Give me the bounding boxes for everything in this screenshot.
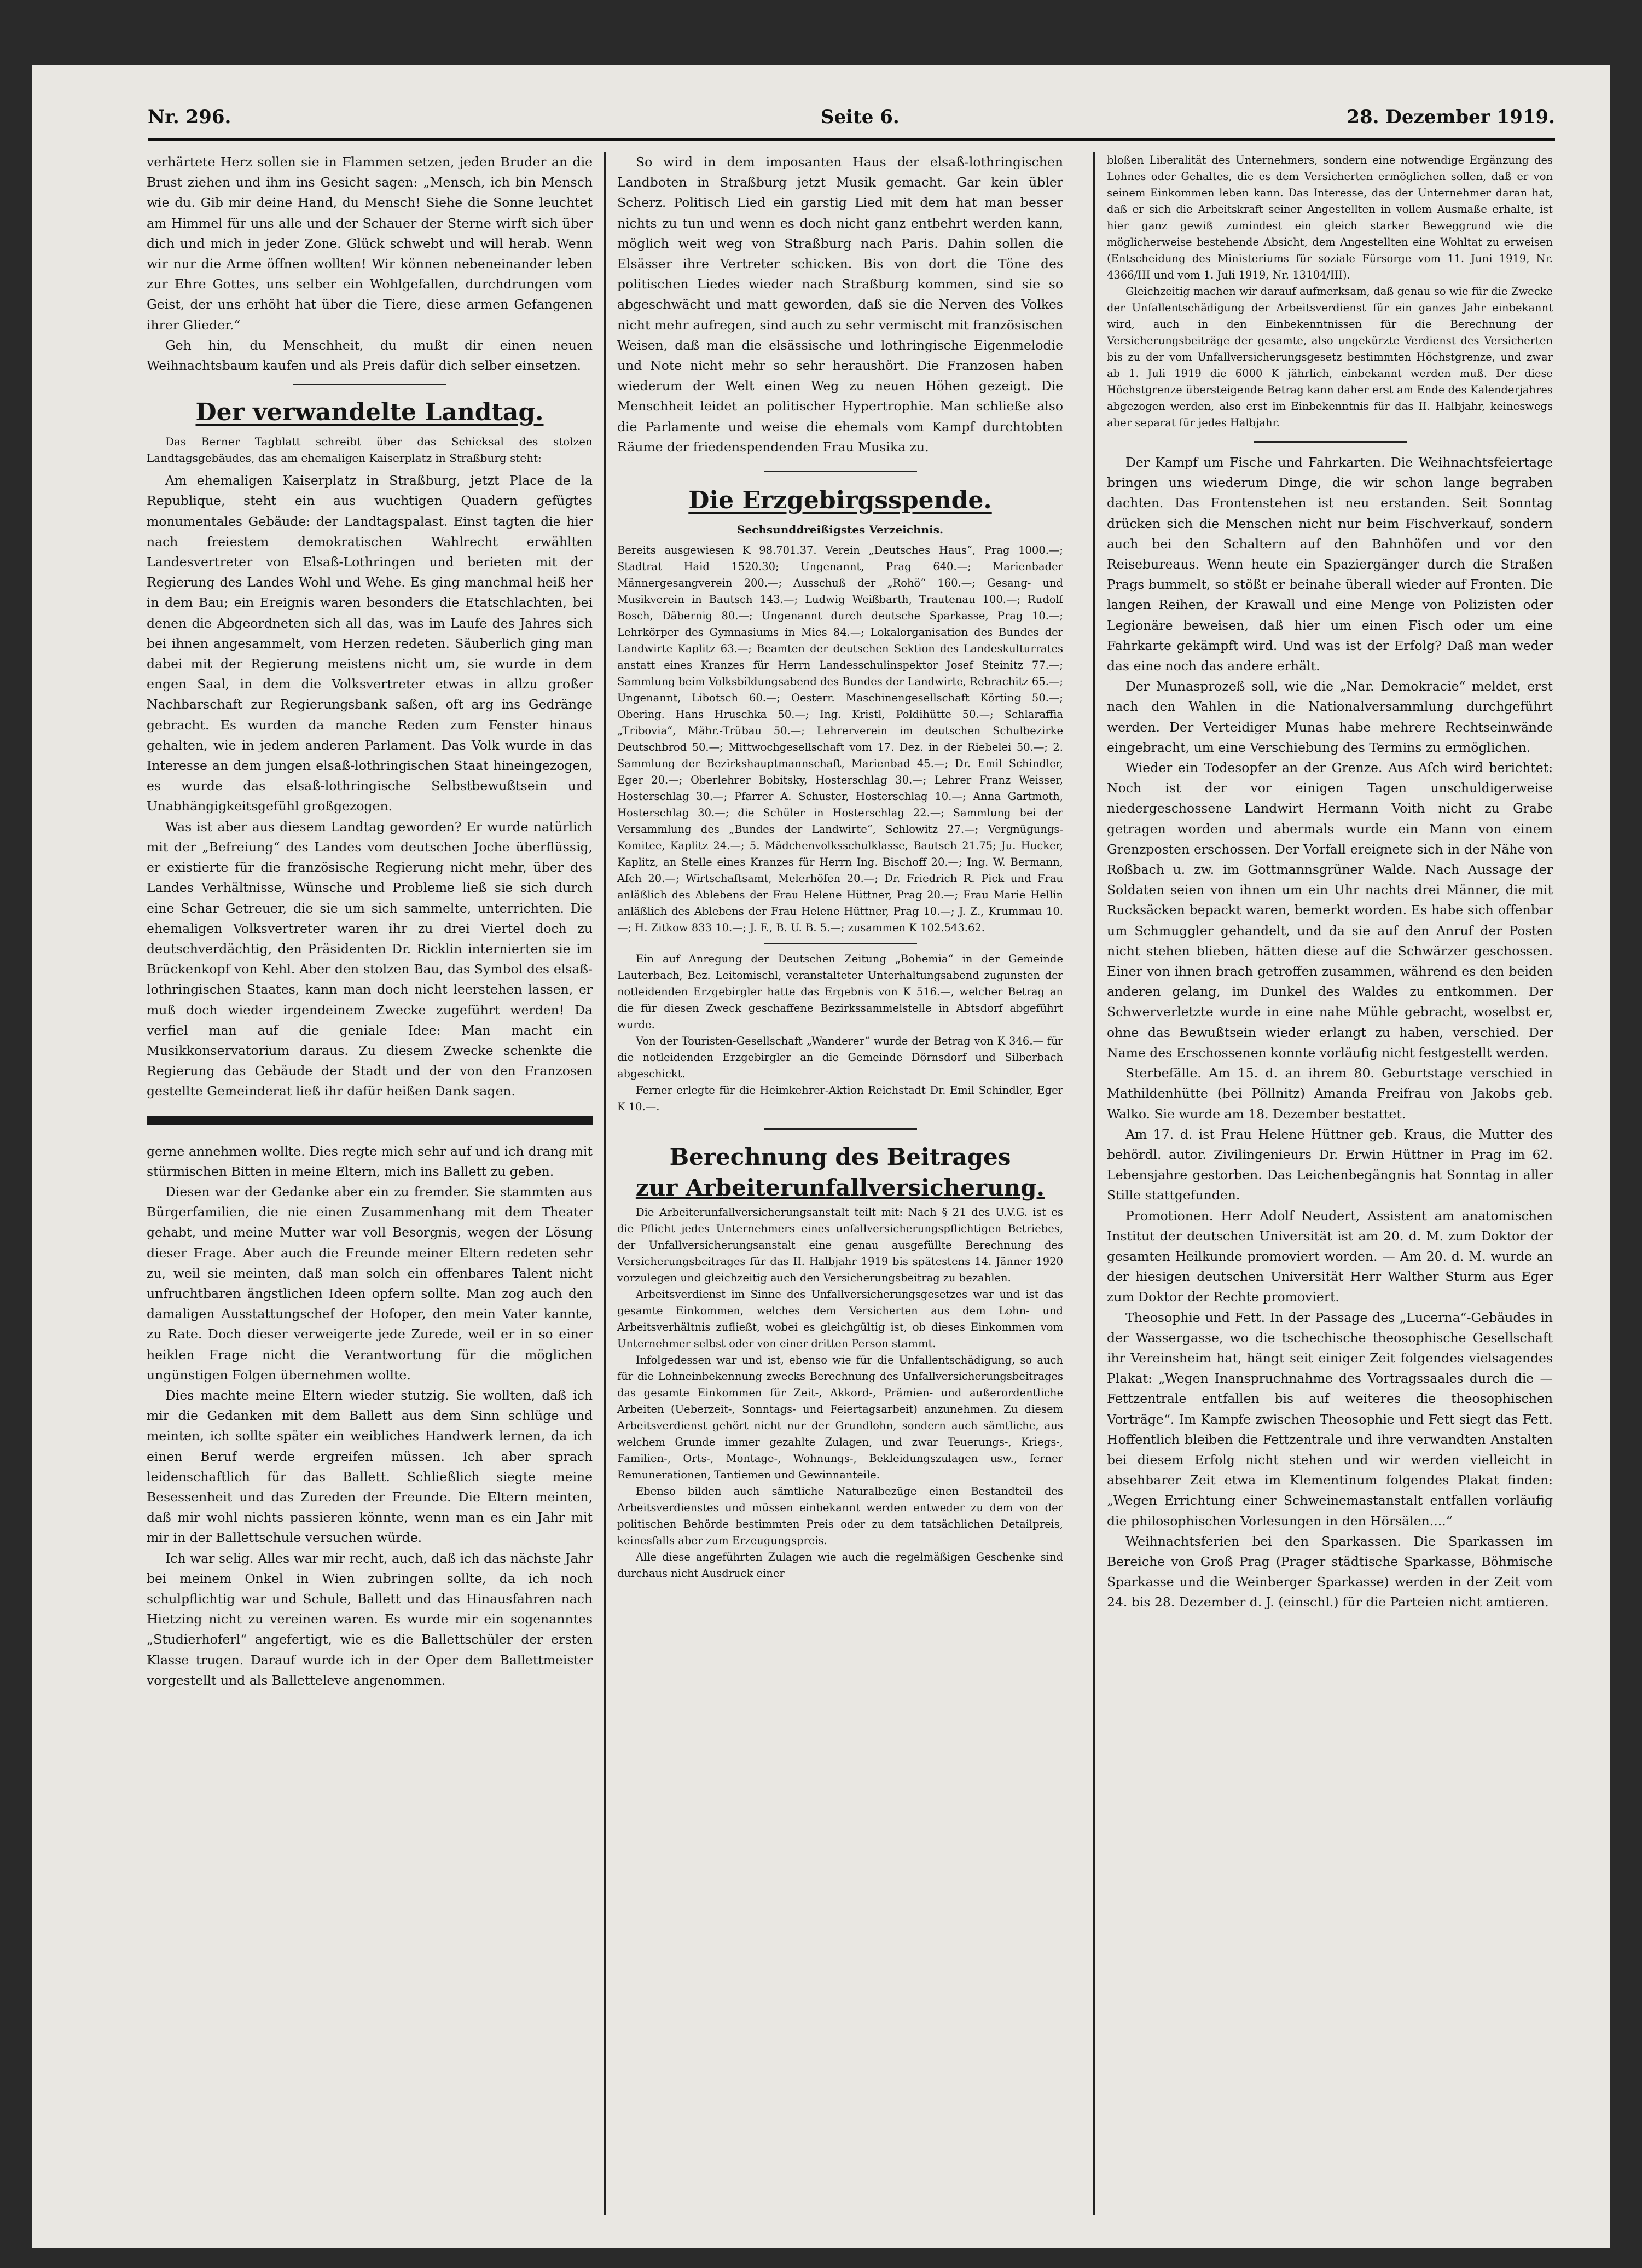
donation-list: Bereits ausgewiesen K 98.701.37. Verein „Deutsches Haus“, Prag 1000.—; Stadtrat Haid 1520.30; Ungenannt, Prag 640.—; Marienbader Männergesangverein 200.—; Ausschuß der „Rohö“ 160.—; Gesang- und Musikverein in Bautsch 143.—; Ludwig Weißbarth, Trautenau 100.—; Rudolf Bosch, Däbernig 80.—; Ungenannt durch deutsche Sparkasse, Prag 10.—; Lehrkörper des Gymnasiums in Mies 84.—; Lokalorganisation des Bundes der Landwirte Kaplitz 63.—; Beamten der deutschen Sektion des Landeskulturrates anstatt eines Kranzes für Herrn Landesschulinspektor Josef Steinitz 77.—; Sammlung beim Volksbildungsabend des Bundes der Landwirte, Rebrachitz 65.—; Ungenannt, Libotsch 60.—; Oesterr. Maschinengesellschaft Körting 50.—; Obering. Hans Hruschka 50.—; Ing. Kristl, Poldihütte 50.—; Schlaraffia „Tribovia“, Mähr.-Trübau 50.—; Lehrerverein im deutschen Schulbezirke Deutschbrod 50.—; Mittwochgesellschaft vom 17. Dez. in der Riebelei 50.—; 2. Sammlung der Bezirkshauptmannschaft, Marienbad 45.—; Dr. Emil Schindler, Eger 20.—; Oberlehrer Bobitsky, Hosterschlag 30.—; Lehrer Franz Weisser, Hosterschlag 30.—; Pfarrer A. Schuster, Hosterschlag 10.—; Anna Gartmoth, Hosterschlag 30.—; die Schüler in Hosterschlag 22.—; Sammlung bei der Versammlung des „Bundes der Landwirte“, Schlowitz 27.—; Vergnügungs-Komitee, Kaplitz 24.—; 5. Mädchenvolksschulklasse, Bautsch 21.75; Ju. Hucker, Kaplitz, an Stelle eines Kranzes für Herrn Ing. Bischoff 20.—; Ing. W. Bermann, Aſch 20.—; Wirtschaftsamt, Melerhöfen 20.—; Dr. Friedrich R. Pick und Frau anläßlich des Ablebens der Frau Helene Hüttner, Prag 20.—; Frau Marie Hellin anläßlich des Ablebens der Frau Helene Hüttner, Prag 10.—; J. Z., Krummau 10.—; H. Zitkow 833 10.—; J. F., B. U. B. 5.—; zusammen K 102.543.62.: [617, 544, 1063, 935]
newspaper-page: [32, 65, 1610, 2248]
article-subheadline: Sechsunddreißigstes Verzeichnis.: [737, 523, 943, 537]
news-item: Weihnachtsferien bei den Sparkassen. Die Sparkassen im Bereiche von Groß Prag (Prager städtische Sparkasse, Böhmische Sparkasse und die Weinberger Sparkasse) werden in der Zeit vom 24. bis 28. Dezember d. J. (einschl.) für die Parteien nicht amtieren.: [1107, 1533, 1553, 1610]
news-item: Der Kampf um Fische und Fahrkarten. Die Weihnachtsfeiertage bringen uns wiederum Dinge, die wir schon lange begraben dachten. Das Frontenstehen ist neu erstanden. Seit Sonntag drücken sich die Menschen nicht nur beim Fischverkauf, sondern auch bei den Schaltern auf den Bahnhöfen und vor den Reisebureaus. Wenn heute ein Spaziergänger durch die Straßen Prags bummelt, so stößt er beinahe überall wieder auf Fronten. Die langen Reihen, der Krawall und eine Menge von Polizisten oder Legionäre beweisen, daß hier um einen Fisch oder um eine Fahrkarte gekämpft wird. Und was ist der Erfolg? Daß man weder das eine noch das andere erhält.: [1107, 455, 1553, 674]
article-text: Die Arbeiterunfallversicherungsanstalt teilt mit: Nach § 21 des U.V.G. ist es die Pflicht jedes Unternehmers eines unfallversicherungspflichtigen Betriebes, der Unfallversicherungsanstalt eine genau ausgefüllte Berechnung des Versicherungsbeitrages für das II. Halbjahr 1919 bis spätestens 14. Jänner 1920 vorzulegen und gleichzeitig auch den Versicherungsbeitrag zu bezahlen.: [617, 1206, 1063, 1285]
header-rule: [148, 138, 1555, 141]
issue-number: Nr. 296.: [148, 106, 231, 128]
article-text: Von der Touristen-Gesellschaft „Wanderer“ wurde der Betrag von K 346.— für die notleidenden Erzgebirgler an die Gemeinde Dörnsdorf und Silberbach abgeschickt.: [617, 1035, 1063, 1081]
news-item: Theosophie und Fett. In der Passage des „Lucerna“-Gebäudes in der Wassergasse, wo die tschechische theosophische Gesellschaft ihr Vereinsheim hat, hängt seit einiger Zeit folgendes vielsagendes Plakat: „Wegen Inanspruchnahme des Vortragssaales durch die — Fettzentrale entfallen bis auf weiteres die theosophischen Vorträge“. Im Kampfe zwischen Theosophie und Fett siegt das Fett. Hoffentlich bleiben die Fettzentrale und ihre verwandten Anstalten bei diesem Erfolg nicht stehen und wir werden vielleicht in absehbarer Zeit etwa im Klementinum folgendes Plakat finden: „Wegen Errichtung einer Schweinemastanstalt entfallen vorläufig die philosophischen Vorlesungen in den Hörsälen....“: [1107, 1309, 1553, 1529]
article-text: verhärtete Herz sollen sie in Flammen setzen, jeden Bruder an die Brust ziehen und ihm ins Gesicht sagen: „Mensch, ich bin Mensch wie du. Gib mir deine Hand, du Mensch! Siehe die Sonne leuchtet am Himmel für uns alle und der Schauer der Sterne wirft sich über dich und mich in jeder Zone. Glück schwebt und will herab. Wenn wir nur die Arme öffnen wollten! Wir können nebeneinander leben zur Ehre Gottes, uns selber ein Wohlgefallen, durchdrungen vom Geist, der uns erhöht hat über die Tiere, diese armen Gefangenen ihrer Glieder.“: [147, 154, 593, 333]
page-header: [148, 102, 1555, 140]
section-rule: [764, 1128, 917, 1130]
article-text: Geh hin, du Menschheit, du mußt dir einen neuen Weihnachtsbaum kaufen und als Preis dafür dich selber einsetzen.: [147, 337, 593, 374]
article-text: Alle diese angeführten Zulagen wie auch die regelmäßigen Geschenke sind durchaus nicht Ausdruck einer: [617, 1551, 1063, 1580]
article-text: Ein auf Anregung der Deutschen Zeitung „Bohemia“ in der Gemeinde Lauterbach, Bez. Leitomischl, veranstalteter Unterhaltungsabend zugunsten der notleidenden Erzgebirgler hatte das Ergebnis von K 516.—, welcher Betrag an die für diesen Zweck geschaffene Bezirkssammelstelle in Abtsdorf abgeführt wurde.: [617, 953, 1063, 1031]
column-divider: [1093, 152, 1095, 2215]
article-headline: Die Erzgebirgsspende.: [688, 486, 992, 515]
section-rule: [764, 943, 917, 944]
column-2: [617, 152, 1063, 2215]
news-item: Sterbefälle. Am 15. d. an ihrem 80. Geburtstage verschied in Mathildenhütte (bei Pöllnitz) Amanda Freifrau von Jakobs geb. Walko. Sie wurde am 18. Dezember bestattet.: [1107, 1065, 1553, 1122]
news-item: Wieder ein Todesopfer an der Grenze. Aus Aſch wird berichtet: Noch ist der vor einigen Tagen unschuldigerweise niedergeschossene Landwirt Hermann Voith nicht zu Grabe getragen worden und abermals wurde ein Mann von einem Grenzposten erschossen. Der Vorfall ereignete sich in der Nähe von Roßbach u. zw. im Gottmannsgrüner Walde. Nach Aussage der Soldaten seien von ihnen um ein Uhr nachts drei Männer, die mit Rucksäcken bepackt waren, bemerkt worden. Es habe sich offenbar um Schmuggler gehandelt, und da sie auf den Anruf der Posten nicht stehen blieben, hätten diese auf die Schwärzer geschossen. Einer von ihnen brach getroffen zusammen, während es den beiden anderen gelang, im Dunkel des Waldes zu entkommen. Der Schwerverletzte wurde in eine nahe Mühle gebracht, woselbst er, ohne das Bewußtsein wieder erlangt zu haben, verschied. Der Name des Erschossenen konnte vorläufig nicht festgestellt werden.: [1107, 760, 1553, 1060]
section-rule: [764, 471, 917, 472]
news-item: Der Munasprozeß soll, wie die „Nar. Demokracie“ meldet, erst nach den Wahlen in die Nationalversammlung durchgeführt werden. Der Verteidiger Munas habe mehrere Rechtseinwände eingebracht, um eine Verschiebung des Termins zu ermöglichen.: [1107, 678, 1553, 755]
article-lead: Das Berner Tagblatt schreibt über das Schicksal des stolzen Landtagsgebäudes, das am ehemaligen Kaiserplatz in Straßburg steht:: [147, 435, 593, 465]
feuilleton-divider: [147, 1116, 593, 1125]
article-text: Arbeitsverdienst im Sinne des Unfallversicherungsgesetzes war und ist das gesamte Einkommen, welches dem Versicherten aus dem Lohn- und Arbeitsverhältnis zufließt, wobei es gleichgültig ist, ob dieses Einkommen vom Unternehmer selbst oder von einer dritten Person stammt.: [617, 1288, 1063, 1350]
article-text: bloßen Liberalität des Unternehmers, sondern eine notwendige Ergänzung des Lohnes oder Gehaltes, die es dem Versicherten ermöglichen sollen, daß er von seinem Einkommen leben kann. Das Interesse, das der Unternehmer daran hat, daß er sich die Arbeitskraft seiner Angestellten in vollem Ausmaße erhalte, ist hier ganz gewiß zumindest ein gleich starker Beweggrund wie die möglicherweise bestehende Absicht, dem Angestellten eine Wohltat zu erweisen (Entscheidung des Ministeriums für soziale Fürsorge vom 11. Juni 1919, Nr. 4366/III und vom 1. Juli 1919, Nr. 13104/III).: [1107, 154, 1553, 281]
news-item: Promotionen. Herr Adolf Neudert, Assistent am anatomischen Institut der deutschen Universität ist am 20. d. M. zum Doktor der gesamten Heilkunde promoviert worden. — Am 20. d. M. wurde an der hiesigen deutschen Universität Herr Walther Sturm aus Eger zum Doktor der Rechte promoviert.: [1107, 1208, 1553, 1305]
section-rule: [293, 384, 446, 385]
article-headline: Der verwandelte Landtag.: [195, 398, 544, 427]
article-text: Was ist aber aus diesem Landtag geworden? Er wurde natürlich mit der „Befreiung“ des Landes vom deutschen Joche überflüssig, er existierte für die französische Regierung nicht mehr, über des Landes Verhältnisse, Wünsche und Probleme ließ sie sich durch eine Schar Getreuer, die sie um sich sammelte, unterrichten. Die ehemaligen Volksvertreter waren ihr zu drei Viertel doch zu deutschverdächtig, den Präsidenten Dr. Ricklin internierten sie im Brückenkopf von Kehl. Aber den stolzen Bau, das Symbol des elsaß-lothringischen Staates, kann man doch nicht leerstehen lassen, er muß doch wieder irgendeinem Zwecke zugeführt werden! Da verfiel man auf die geniale Idee: Man macht ein Musikkonservatorium daraus. Zu diesem Zwecke schenkte die Regierung das Gebäude der Stadt und der von den Franzosen gestellte Gemeinderat ließ ihr dafür heißen Dank sagen.: [147, 819, 593, 1099]
article-headline: zur Arbeiterunfallversicherung.: [635, 1174, 1045, 1202]
column-divider: [604, 152, 606, 2215]
story-text: Ich war selig. Alles war mir recht, auch, daß ich das nächste Jahr bei meinem Onkel in Wien zubringen sollte, da ich noch schulpflichtig war und Schule, Ballett und das Hinausfahren nach Hietzing nicht zu vereinen waren. Es wurde mir ein sogenanntes „Studierhoferl“ angefertigt, wie es die Ballettschüler der ersten Klasse trugen. Darauf wurde ich in der Oper dem Ballettmeister vorgestellt und als Balletteleve angenommen.: [147, 1550, 593, 1688]
article-text: Ferner erlegte für die Heimkehrer-Aktion Reichstadt Dr. Emil Schindler, Eger K 10.—.: [617, 1084, 1063, 1113]
section-rule: [1254, 441, 1407, 443]
issue-date: 28. Dezember 1919.: [1347, 106, 1555, 128]
column-3: [1107, 152, 1553, 2215]
story-text: gerne annehmen wollte. Dies regte mich sehr auf und ich drang mit stürmischen Bitten in meine Eltern, mich ins Ballett zu geben.: [147, 1143, 593, 1179]
story-text: Dies machte meine Eltern wieder stutzig. Sie wollten, daß ich mir die Gedanken mit dem Ballett aus dem Sinn schlüge und meinten, ich sollte später ein weibliches Handwerk lernen, da ich einen Beruf werde ergreifen müssen. Ich aber sprach leidenschaftlich für das Ballett. Schließlich siegte meine Besessenheit und das Zureden der Freunde. Die Eltern meinten, daß mir wohl nichts passieren könnte, wenn man es ein Jahr mit mir in der Ballettschule versuchen würde.: [147, 1387, 593, 1546]
article-text: Infolgedessen war und ist, ebenso wie für die Unfallentschädigung, so auch für die Lohneinbekennung zwecks Berechnung des Unfallversicherungsbeitrages das gesamte Einkommen für Zeit-, Akkord-, Prämien- und außerordentliche Arbeiten (Ueberzeit-, Sonntags- und Feiertagsarbeit) anzunehmen. Zu diesem Arbeitsverdienst gehört nicht nur der Grundlohn, sondern auch sämtliche, aus welchem Grunde immer gezahlte Zulagen, und zwar Teuerungs-, Kriegs-, Familien-, Orts-, Montage-, Wohnungs-, Bekleidungszulagen usw., ferner Remunerationen, Tantiemen und Gewinnanteile.: [617, 1354, 1063, 1482]
article-text: So wird in dem imposanten Haus der elsaß-lothringischen Landboten in Straßburg jetzt Musik gemacht. Gar kein übler Scherz. Politisch Lied ein garstig Lied mit dem hat man besser nichts zu tun und wenn es doch nicht ganz entbehrt werden kann, möglich weit weg von Straßburg nach Paris. Dahin sollen die Elsässer ihre Vertreter schicken. Bis von dort die Töne des politischen Liedes wieder nach Straßburg kommen, sind sie so abgeschwächt und matt geworden, daß sie die Nerven des Volkes nicht mehr aufregen, sind auch zu sehr vermischt mit französischen Weisen, daß man die elsässische und lothringische Eigenmelodie und Note nicht mehr so sehr heraushört. Die Franzosen haben wiederum der Welt einen Weg zu neuen Höhen gezeigt. Die Menschheit leidet an politischer Hypertrophie. Man schließe also die Parlamente und weise die ehemals vom Kampf durchtobten Räume der friedenspendenden Frau Musika zu.: [617, 154, 1063, 455]
news-item: Am 17. d. ist Frau Helene Hüttner geb. Kraus, die Mutter des behördl. autor. Zivilingenieurs Dr. Erwin Hüttner in Prag im 62. Lebensjahre gestorben. Das Leichenbegängnis hat Sonntag in aller Stille stattgefunden.: [1107, 1126, 1553, 1203]
column-1: [147, 152, 593, 2215]
article-headline: Berechnung des Beitrages: [669, 1144, 1011, 1171]
article-text: Ebenso bilden auch sämtliche Naturalbezüge einen Bestandteil des Arbeitsverdienstes und müssen einbekannt werden entweder zu dem von der politischen Behörde bestimmten Preis oder zu dem tatsächlichen Detailpreis, keinesfalls aber zum Erzeugungspreis.: [617, 1485, 1063, 1547]
story-text: Diesen war der Gedanke aber ein zu fremder. Sie stammten aus Bürgerfamilien, die nie einen Zusammenhang mit dem Theater gehabt, und meine Mutter war voll Besorgnis, wegen der Lösung dieser Frage. Aber auch die Freunde meiner Eltern redeten sehr zu, weil sie meinten, daß man solch ein offenbares Talent nicht unfruchtbaren ängstlichen Ideen opfern sollte. Man zog auch den damaligen Ausstattungschef der Hofoper, den mein Vater kannte, zu Rate. Doch dieser verweigerte jede Zurede, weil er in so einer heiklen Frage nicht die Verantwortung für die möglichen ungünstigen Folgen übernehmen wollte.: [147, 1184, 593, 1383]
page-number: Seite 6.: [821, 106, 900, 128]
article-text: Am ehemaligen Kaiserplatz in Straßburg, jetzt Place de la Republique, steht ein aus wuchtigen Quadern gefügtes monumentales Gebäude: der Landtagspalast. Einst tagten die hier nach freiestem demokratischen Wahlrecht erwählten Landesvertreter von Elsaß-Lothringen und berieten mit der Regierung des Landes Wohl und Wehe. Es ging manchmal heiß her in dem Bau; ein Ereignis waren besonders die Etatschlachten, bei denen die Abgeordneten sich all das, was im Laufe des Jahres sich bei ihnen angesammelt, vom Herzen redeten. Säuberlich ging man dabei mit der Regierung meistens nicht um, sie wurde in dem engen Saal, in dem die Volksvertreter etwas in allzu großer Nachbarschaft zur Regierungsbank saßen, oft arg ins Gedränge gebracht. Es wurden da manche Reden zum Fenster hinaus gehalten, wie in jedem anderen Parlament. Das Volk wurde in das Interesse an dem jungen elsaß-lothringischen Staat hineingezogen, es wurde das elsaß-lothringische Selbstbewußtsein und Unabhängigkeitsgefühl großgezogen.: [147, 473, 593, 814]
article-text: Gleichzeitig machen wir darauf aufmerksam, daß genau so wie für die Zwecke der Unfallentschädigung der Arbeitsverdienst für ein ganzes Jahr einbekannt wird, auch in den Einbekenntnissen für die Berechnung der Versicherungsbeiträge der gesamte, also ungekürzte Verdienst des Versicherten bis zu der vom Unfallversicherungsgesetz bestimmten Höchstgrenze, und zwar ab 1. Juli 1919 die 6000 K jährlich, einbekannt werden muß. Der diese Höchstgrenze übersteigende Betrag kann daher erst am Ende des Kalenderjahres abgezogen werden, also erst im Einbekenntnis für das II. Halbjahr, keineswegs aber separat für jedes Halbjahr.: [1107, 285, 1553, 429]
